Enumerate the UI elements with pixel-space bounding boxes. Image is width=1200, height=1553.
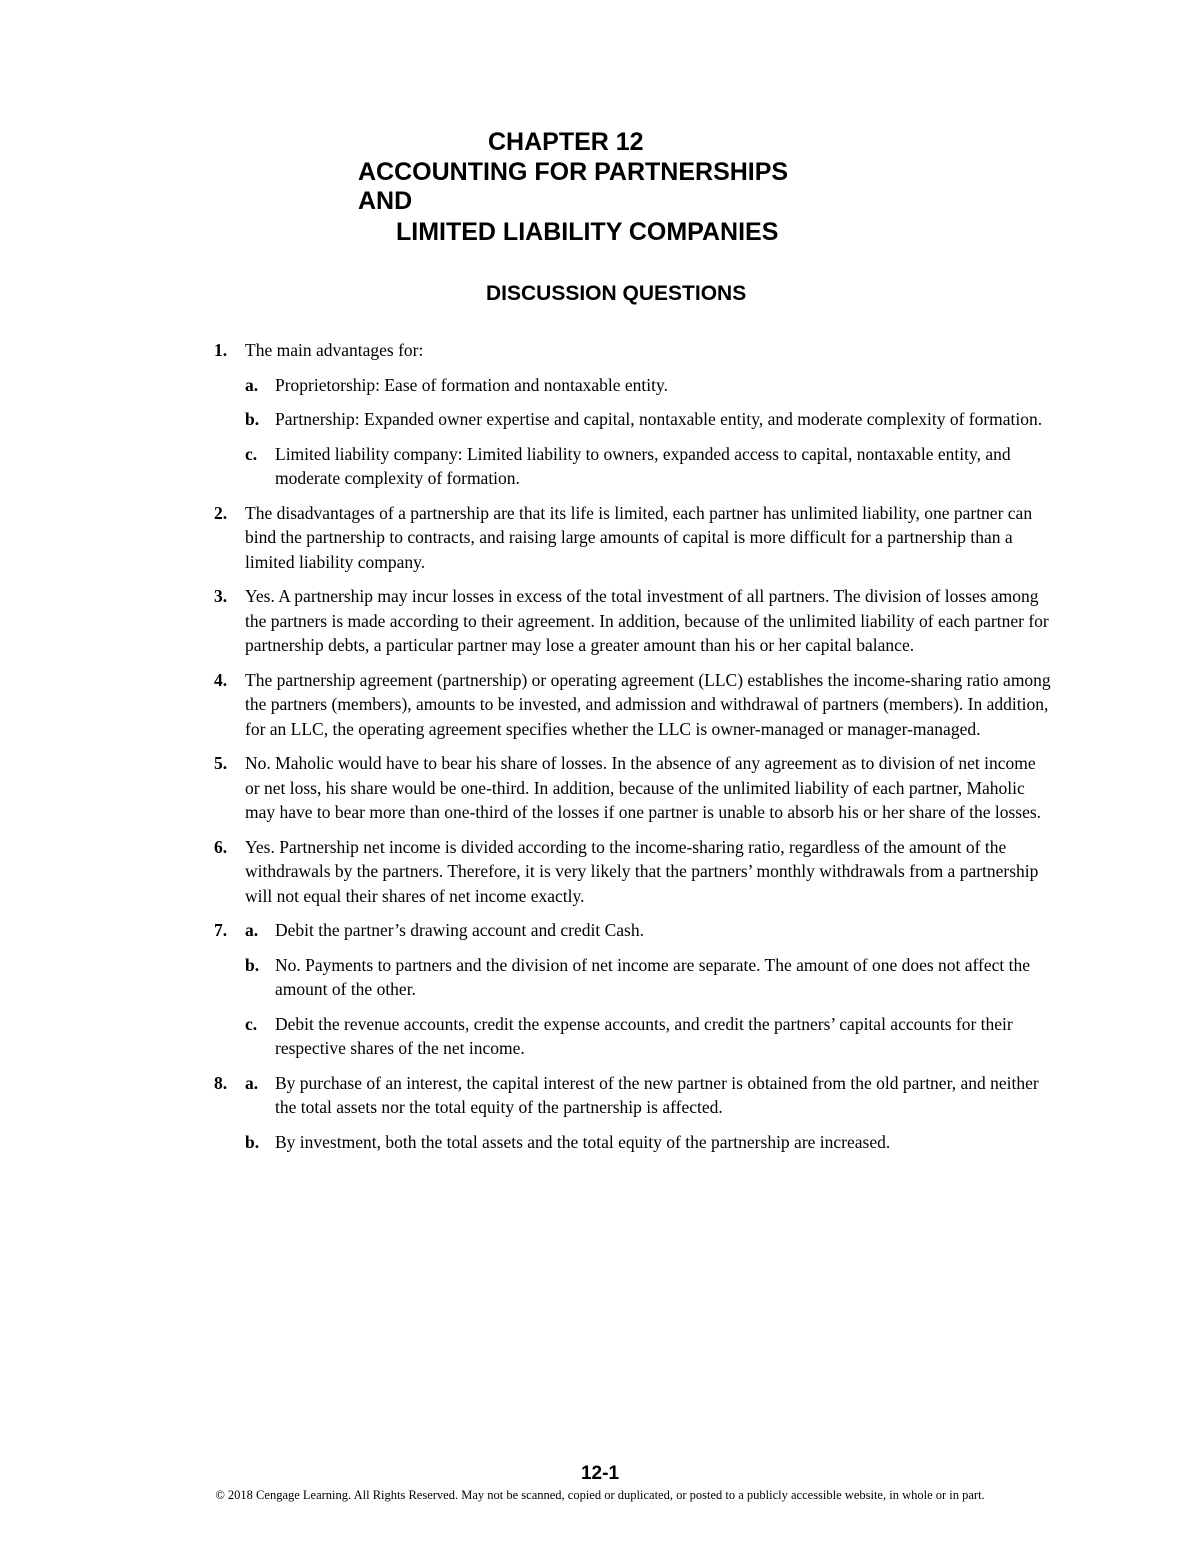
question-number: 4. <box>214 669 228 690</box>
question-3 <box>214 584 1054 658</box>
answer-text: The disadvantages of a partnership are that its life is limited, each partner has unlimited liability, one partner can bind the partnership to contracts, and raising large amounts of capital is more difficult for a partnership than a limited liability company. <box>245 502 1033 572</box>
sub-letter: c. <box>245 1013 258 1034</box>
sub-letter: c. <box>245 443 258 464</box>
question-1 <box>214 338 1054 491</box>
chapter-title-line-1: ACCOUNTING FOR PARTNERSHIPS <box>358 158 789 186</box>
sub-letter: a. <box>245 1072 259 1093</box>
sub-text: Partnership: Expanded owner expertise and capital, nontaxable entity, and moderate complexity of formation. <box>275 409 1043 429</box>
answer-text: No. Maholic would have to bear his share of losses. In the absence of any agreement as to division of net income or net loss, his share would be one-third. In addition, because of the unlimited liability of each partner, Maholic may have to bear more than one-third of the losses if one partner is unable to absorb his or her share of the losses. <box>245 753 1042 822</box>
sub-letter: b. <box>245 409 260 429</box>
sub-letter: a. <box>245 374 259 395</box>
question-number: 3. <box>214 586 228 606</box>
question-2 <box>214 501 1054 575</box>
sub-text: Proprietorship: Ease of formation and nontaxable entity. <box>275 374 668 395</box>
sub-text: Limited liability company: Limited liability to owners, expanded access to capital, nontaxable entity, and moderate complexity of formation. <box>275 443 1011 488</box>
answer-text: The partnership agreement (partnership) or operating agreement (LLC) establishes the income-sharing ratio among the partners (members), amounts to be invested, and admission and withdrawal of partners (members). In addition, for an LLC, the operating agreement specifies whether the LLC is owner-managed or manager-managed. <box>245 669 1051 739</box>
chapter-title-line-3: LIMITED LIABILITY COMPANIES <box>396 218 779 246</box>
sub-letter: b. <box>245 1131 260 1152</box>
question-number: 7. <box>214 920 228 940</box>
question-6 <box>214 835 1054 909</box>
chapter-title-line-2: AND <box>358 187 413 215</box>
sub-item <box>245 1130 1054 1155</box>
sub-item <box>245 1012 1054 1061</box>
answer-text: Yes. Partnership net income is divided according to the income-sharing ratio, regardless of the amount of the withdrawals by the partners. Therefore, it is very likely that the partners’ monthly withdrawals from a partnership will not equal their shares of net income exactly. <box>245 836 1039 906</box>
sub-letter: b. <box>245 954 260 975</box>
questions-list <box>214 338 1054 1164</box>
answer-text: Yes. A partnership may incur losses in excess of the total investment of all partners. The division of losses among the partners is made according to their agreement. In addition, because of the unlimited liability of each partner for partnership debts, a particular partner may lose a greater amount than his or her capital balance. <box>245 586 1049 655</box>
question-number: 8. <box>214 1072 228 1093</box>
sub-item <box>245 442 1054 491</box>
question-number: 2. <box>214 502 228 523</box>
sub-text: No. Payments to partners and the division of net income are separate. The amount of one does not affect the amount of the other. <box>275 954 1031 999</box>
chapter-heading: CHAPTER 12 <box>488 128 644 156</box>
question-8 <box>214 1071 1054 1155</box>
question-number: 1. <box>214 340 228 360</box>
page-number: 12-1 <box>580 1463 620 1484</box>
sub-letter: a. <box>245 920 259 940</box>
sub-item <box>245 407 1054 432</box>
section-heading: DISCUSSION QUESTIONS <box>486 282 747 305</box>
sub-item <box>245 373 1054 398</box>
question-number: 6. <box>214 836 228 857</box>
sub-text: Debit the partner’s drawing account and credit Cash. <box>275 920 644 940</box>
question-7 <box>214 918 1054 1061</box>
sub-text: By purchase of an interest, the capital interest of the new partner is obtained from the old partner, and neither the total assets nor the total equity of the partnership is affected. <box>275 1072 1039 1117</box>
question-intro: The main advantages for: <box>245 340 424 360</box>
sub-text: By investment, both the total assets and the total equity of the partnership are increased. <box>275 1131 891 1152</box>
sub-item <box>245 918 1054 943</box>
copyright-notice: © 2018 Cengage Learning. All Rights Reserved. May not be scanned, copied or duplicated, or posted to a publicly accessible website, in whole or in part. <box>215 1488 985 1502</box>
question-4 <box>214 668 1054 742</box>
sub-item <box>245 1071 1054 1120</box>
question-number: 5. <box>214 753 228 773</box>
sub-item <box>245 953 1054 1002</box>
question-5 <box>214 751 1054 825</box>
sub-text: Debit the revenue accounts, credit the expense accounts, and credit the partners’ capital accounts for their respective shares of the net income. <box>275 1013 1013 1058</box>
